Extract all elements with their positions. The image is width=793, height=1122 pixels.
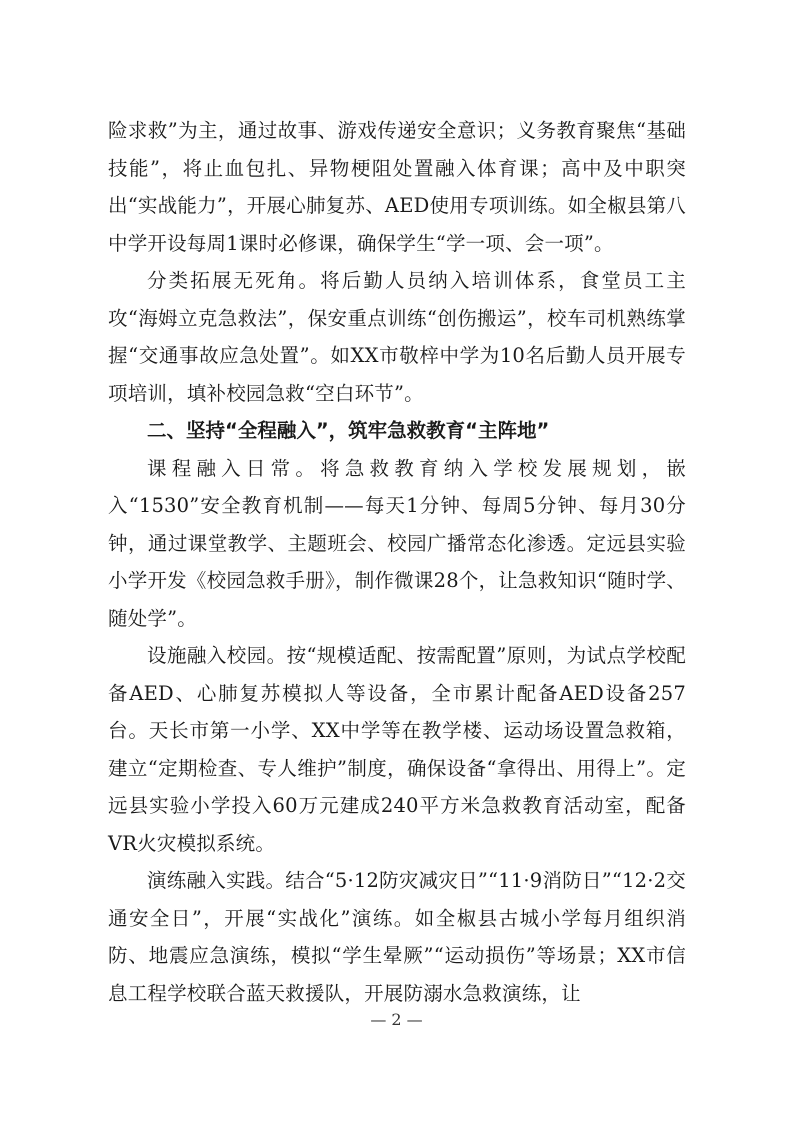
paragraph-1: 险求救”为主，通过故事、游戏传递安全意识；义务教育聚焦“基础技能”，将止血包扎、异物梗阻处置融入体育课；高中及中职突出“实战能力”，开展心肺复苏、AED使用专项训练。如全椒县第八中学开设每周1课时必修课，确保学生“学一项、会一项”。: [108, 119, 686, 255]
page-number: — 2 —: [370, 1010, 423, 1029]
document-body: [108, 112, 686, 1012]
paragraph-3: 课程融入日常。将急救教育纳入学校发展规划，嵌入“1530”安全教育机制——每天1分钟、每周5分钟、每月30分钟，通过课堂教学、主题班会、校园广播常态化渗透。定远县实验小学开发《校园急救手册》，制作微课28个，让急救知识“随时学、随处学”。: [108, 456, 686, 630]
paragraph-4: 设施融入校园。按“规模适配、按需配置”原则，为试点学校配备AED、心肺复苏模拟人等设备，全市累计配备AED设备257台。天长市第一小学、XX中学等在教学楼、运动场设置急救箱，建立“定期检查、专人维护”制度，确保设备“拿得出、用得上”。定远县实验小学投入60万元建成240平方米急救教育活动室，配备VR火灾模拟系统。: [108, 644, 686, 855]
section-heading: 二、坚持“全程融入”，筑牢急救教育“主阵地”: [147, 419, 550, 442]
paragraph-2: 分类拓展无死角。将后勤人员纳入培训体系，食堂员工主攻“海姆立克急救法”，保安重点训练“创伤搬运”，校车司机熟练掌握“交通事故应急处置”。如XX市敬梓中学为10名后勤人员开展专项培训，填补校园急救“空白环节”。: [108, 269, 686, 405]
paragraph-5: 演练融入实践。结合“5·12防灾减灾日”“11·9消防日”“12·2交通安全日”，开展“实战化”演练。如全椒县古城小学每月组织消防、地震应急演练，模拟“学生晕厥”“运动损伤”等场景；XX市信息工程学校联合蓝天救援队，开展防溺水急救演练，让: [108, 869, 686, 1005]
